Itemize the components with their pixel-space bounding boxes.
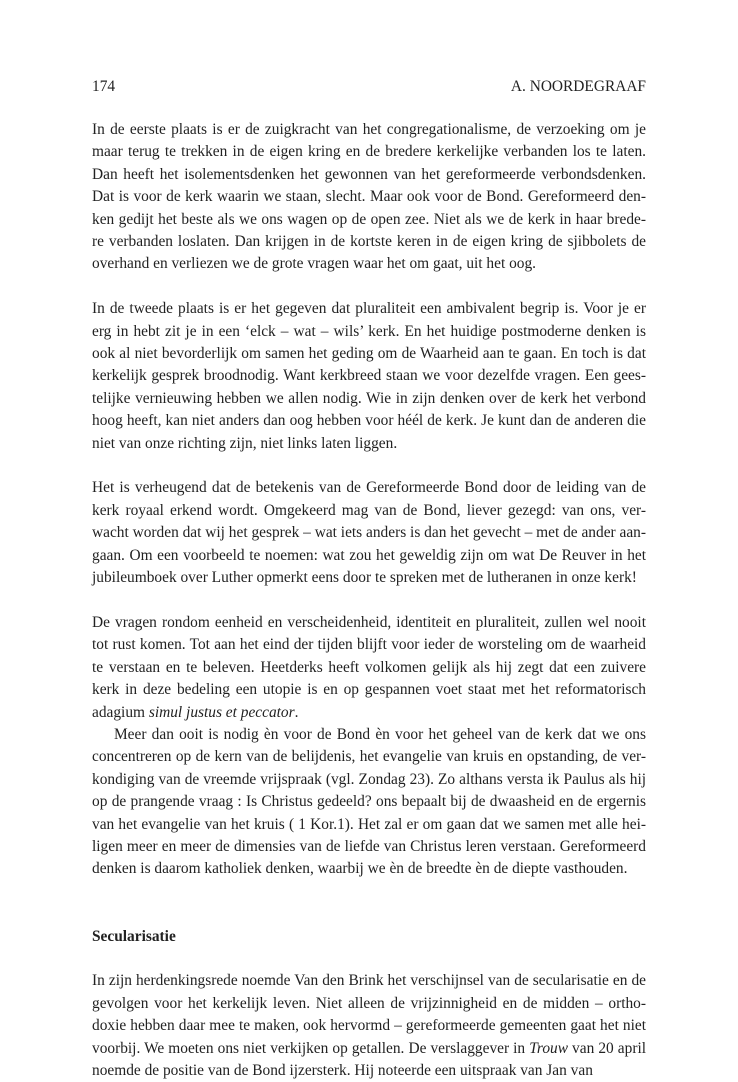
newspaper-title: Trouw (529, 1039, 568, 1057)
paragraph-gap (92, 590, 646, 612)
section-heading: Secularisatie (92, 927, 176, 945)
paragraph-5: Meer dan ooit is nodig èn voor de Bond èn voor het geheel van de kerk dat we ons concentreren op de kern van de belijdenis, het evangelie van kruis en opstanding, de ver-kondiging van de vreemde vrijspraak (vgl. Zondag 23). Zo althans versta ik Paulus als hij op de prangende vraag : Is Christus gedeeld? ons bepaalt bij de dwaasheid en de ergernis van het evangelie van het kruis ( 1 Kor.1). Het zal er om gaan dat we samen met alle hei-ligen meer en meer de dimensies van de liefde van Christus leren verstaan. Gereformeerd denken is daarom katholiek denken, waarbij we èn de breedte èn de diepte vasthouden. (92, 725, 646, 878)
running-title: A. NOORDEGRAAF (510, 78, 646, 95)
latin-phrase: simul justus et peccator (148, 703, 295, 721)
paragraph-3: Het is verheugend dat de betekenis van de Gereformeerde Bond door de leiding van de kerk royaal erkend wordt. Omgekeerd mag van de Bond, liever gezegd: van ons, ver-wacht worden dat wij het gesprek – wat iets anders is dan het gevecht – met de ander aan-gaan. Om een voorbeeld te noemen: wat zou het geweldig zijn om wat De Reuver in het jubileumboek over Luther opmerkt eens door te spreken met de lutheranen in onze kerk! (92, 479, 646, 587)
paragraph-6 (92, 970, 646, 1082)
paragraph-gap (92, 455, 646, 477)
paragraph-4-end: . (294, 703, 299, 721)
paragraph-1: In de eerste plaats is er de zuigkracht van het congregationalisme, de verzoeking om je maar terug te trekken in de eigen kring en de bredere kerkelijke verbanden los te laten. Dan heeft het isolementsdenken het gewonnen van het gereformeerde verbondsdenken. Dat is voor de kerk waarin we staan, slecht. Maar ook voor de Bond. Gereformeerd den-ken gedijt het beste als we ons wagen op de open zee. Niet als we de kerk in haar brede-re verbanden loslaten. Dan krijgen in de kortste keren in de eigen kring de sjibbolets de overhand en verliezen we de grote vragen waar het om gaat, uit het oog. (92, 121, 646, 273)
paragraph-6-text-a: In zijn herdenkingsrede noemde Van den Brink het verschijnsel van de secularisatie en de gevolgen voor het kerkelijk leven. Niet alleen de vrijzinnigheid en de midden – ortho-doxie hebben daar mee te maken, ook hervormd – gereformeerde gemeenten gaat het niet voorbij. We moeten ons niet verkijken op getallen. De verslaggever in (92, 972, 646, 1057)
heading-gap (92, 948, 646, 970)
page-number: 174 (92, 78, 116, 95)
running-header (92, 77, 646, 97)
body-text (92, 119, 646, 1082)
paragraph-4 (92, 612, 646, 724)
section-gap (92, 881, 646, 926)
paragraph-2: In de tweede plaats is er het gegeven dat pluraliteit een ambivalent begrip is. Voor je er erg in hebt zit je in een ‘elck – wat – wils’ kerk. En het huidige postmoderne denken is ook al niet bevorderlijk om samen het geding om de Waarheid aan te gaan. En toch is dat kerkelijk gesprek broodnodig. Want kerkbreed staan we voor dezelfde vragen. Een gees-telijke vernieuwing hebben we allen nodig. Wie in zijn denken over de kerk het verbond hoog heeft, kan niet anders dan oog hebben voor héél de kerk. Je kunt dan de anderen die niet van onze richting zijn, niet links laten liggen. (92, 300, 646, 452)
paragraph-6-text-b: van 20 april noemde de positie van de Bond ijzersterk. Hij noteerde een uitspraak van Jan van (92, 1039, 646, 1079)
paragraph-gap (92, 276, 646, 298)
paragraph-4-text: De vragen rondom eenheid en verscheidenheid, identiteit en pluraliteit, zullen wel nooit tot rust komen. Tot aan het eind der tijden blijft voor ieder de worsteling om de waarheid te verstaan en te beleven. Heetderks heeft volkomen gelijk als hij zegt dat een zuivere kerk in deze bedeling een utopie is en op gespannen voet staat met het reformatorisch adagium (92, 613, 646, 721)
